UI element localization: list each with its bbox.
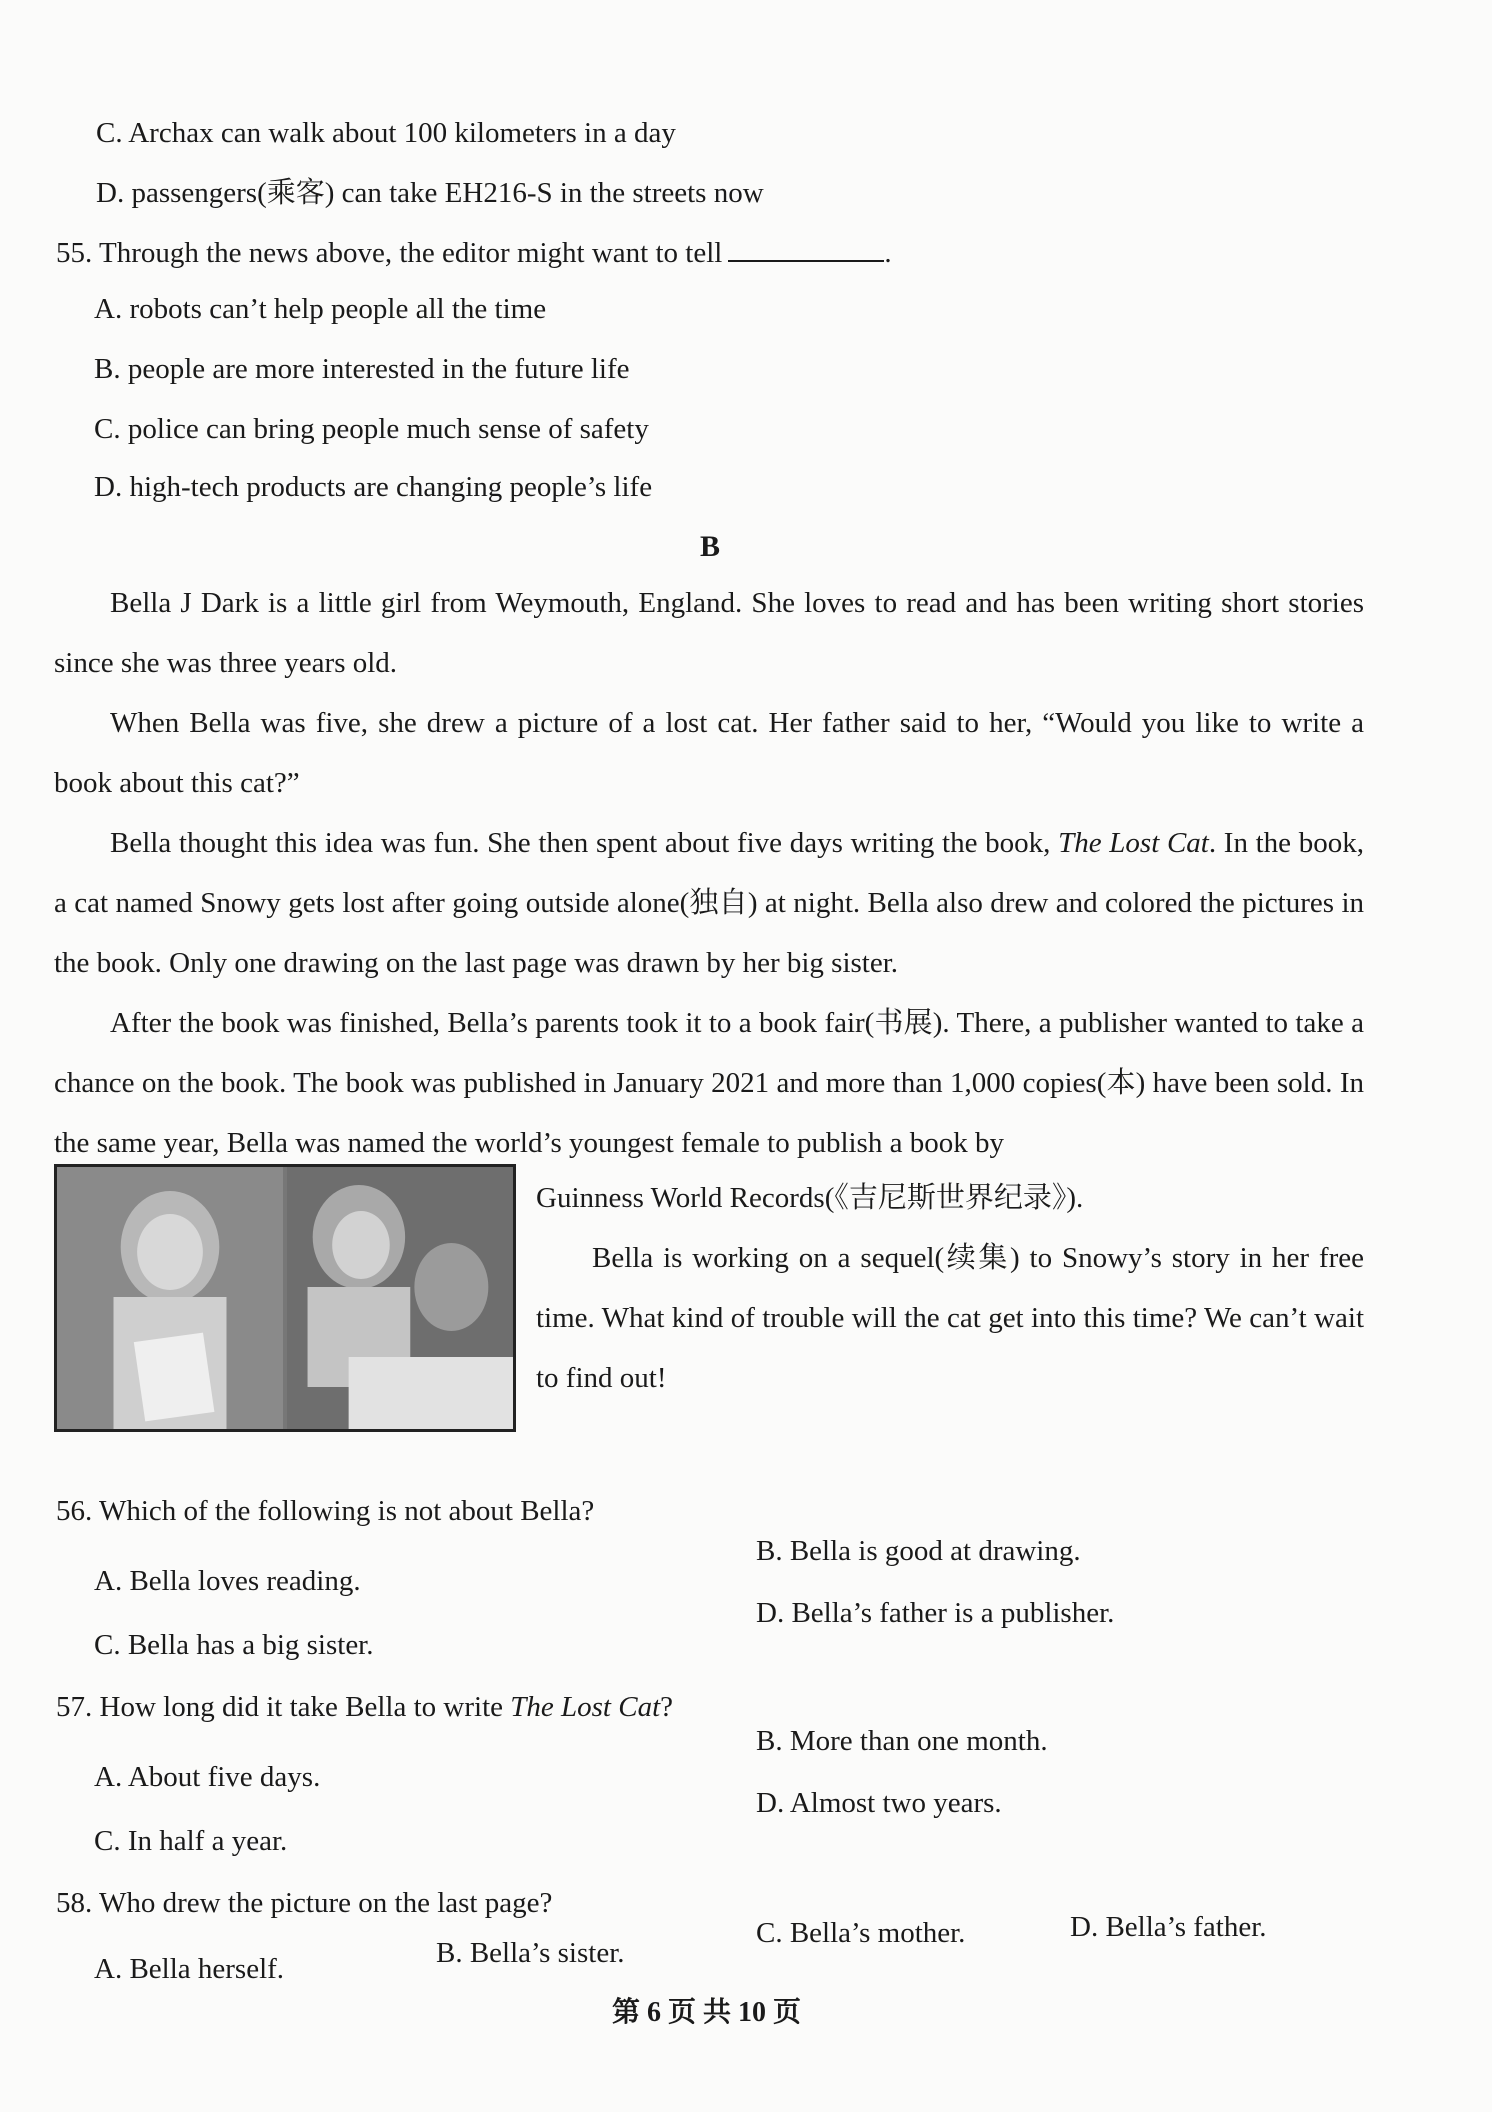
q54-option-c: C. Archax can walk about 100 kilometers in a day xyxy=(96,117,676,149)
q58-option-c: C. Bella’s mother. xyxy=(756,1917,966,1949)
q58-option-b: B. Bella’s sister. xyxy=(436,1937,625,1969)
q57-option-d: D. Almost two years. xyxy=(756,1787,1002,1819)
q57-option-b: B. More than one month. xyxy=(756,1725,1048,1757)
q58-option-a: A. Bella herself. xyxy=(94,1953,285,1985)
answer-blank xyxy=(728,260,884,262)
q55-option-b: B. people are more interested in the future life xyxy=(94,353,630,385)
q57-option-a: A. About five days. xyxy=(94,1761,321,1793)
q55-stem xyxy=(56,236,892,271)
paragraph-4-end: Guinness World Records(《吉尼斯世界纪录》). xyxy=(536,1182,1084,1214)
q56-option-c: C. Bella has a big sister. xyxy=(94,1629,374,1661)
q58-stem: 58. Who drew the picture on the last page? xyxy=(56,1887,553,1919)
photo-holding-book xyxy=(57,1167,283,1429)
q56-option-a: A. Bella loves reading. xyxy=(94,1565,361,1597)
bella-photo xyxy=(54,1164,516,1432)
book-title: The Lost Cat xyxy=(1058,827,1209,859)
paragraph-3-after: . In the book, a cat named Snowy gets lost after going outside alone(独自) at night. Bella also drew and colored the pictures in the book. Only one drawing on the last page was drawn by her big sister. xyxy=(54,827,1364,979)
paragraph-1: Bella J Dark is a little girl from Weymouth, England. She loves to read and has been writing short stories since she was three years old. xyxy=(54,587,1364,679)
q55-option-d: D. high-tech products are changing people’s life xyxy=(94,471,653,503)
paragraph-3 xyxy=(54,813,1364,993)
paragraph-5: Bella is working on a sequel(续集) to Snowy’s story in her free time. What kind of trouble will the cat get into this time? We can’t wait to find out! xyxy=(536,1242,1364,1394)
q58-option-d: D. Bella’s father. xyxy=(1070,1911,1267,1943)
q54-option-d: D. passengers(乘客) can take EH216-S in the streets now xyxy=(96,177,764,209)
q56-stem: 56. Which of the following is not about Bella? xyxy=(56,1495,595,1527)
q55-option-c: C. police can bring people much sense of safety xyxy=(94,413,649,445)
q55-stem-text: 55. Through the news above, the editor might want to tell xyxy=(56,237,723,269)
q57-book-title: The Lost Cat xyxy=(510,1691,661,1723)
page-number: 第 6 页 共 10 页 xyxy=(612,1997,802,2028)
passage-beside-photo xyxy=(536,1168,1364,1408)
q57-stem xyxy=(56,1690,673,1725)
q56-option-d: D. Bella’s father is a publisher. xyxy=(756,1597,1115,1629)
q55-stem-end: . xyxy=(884,237,892,269)
photo-drawing xyxy=(287,1167,513,1429)
q55-option-a: A. robots can’t help people all the time xyxy=(94,293,547,325)
section-label: B xyxy=(700,530,721,563)
paragraph-3-before: Bella thought this idea was fun. She then spent about five days writing the book, xyxy=(110,827,1059,859)
q56-option-b: B. Bella is good at drawing. xyxy=(756,1535,1081,1567)
q57-stem-end: ? xyxy=(660,1691,674,1723)
q57-option-c: C. In half a year. xyxy=(94,1825,288,1857)
paragraph-2: When Bella was five, she drew a picture of a lost cat. Her father said to her, “Would you like to write a book about this cat?” xyxy=(54,707,1364,799)
q57-stem-text: 57. How long did it take Bella to write xyxy=(56,1691,511,1723)
paragraph-4: After the book was finished, Bella’s parents took it to a book fair(书展). There, a publisher wanted to take a chance on the book. The book was published in January 2021 and more than 1,000 copies(本) have been sold. In the same year, Bella was named the world’s youngest female to publish a book by xyxy=(54,1007,1364,1159)
passage-top xyxy=(54,573,1364,1173)
